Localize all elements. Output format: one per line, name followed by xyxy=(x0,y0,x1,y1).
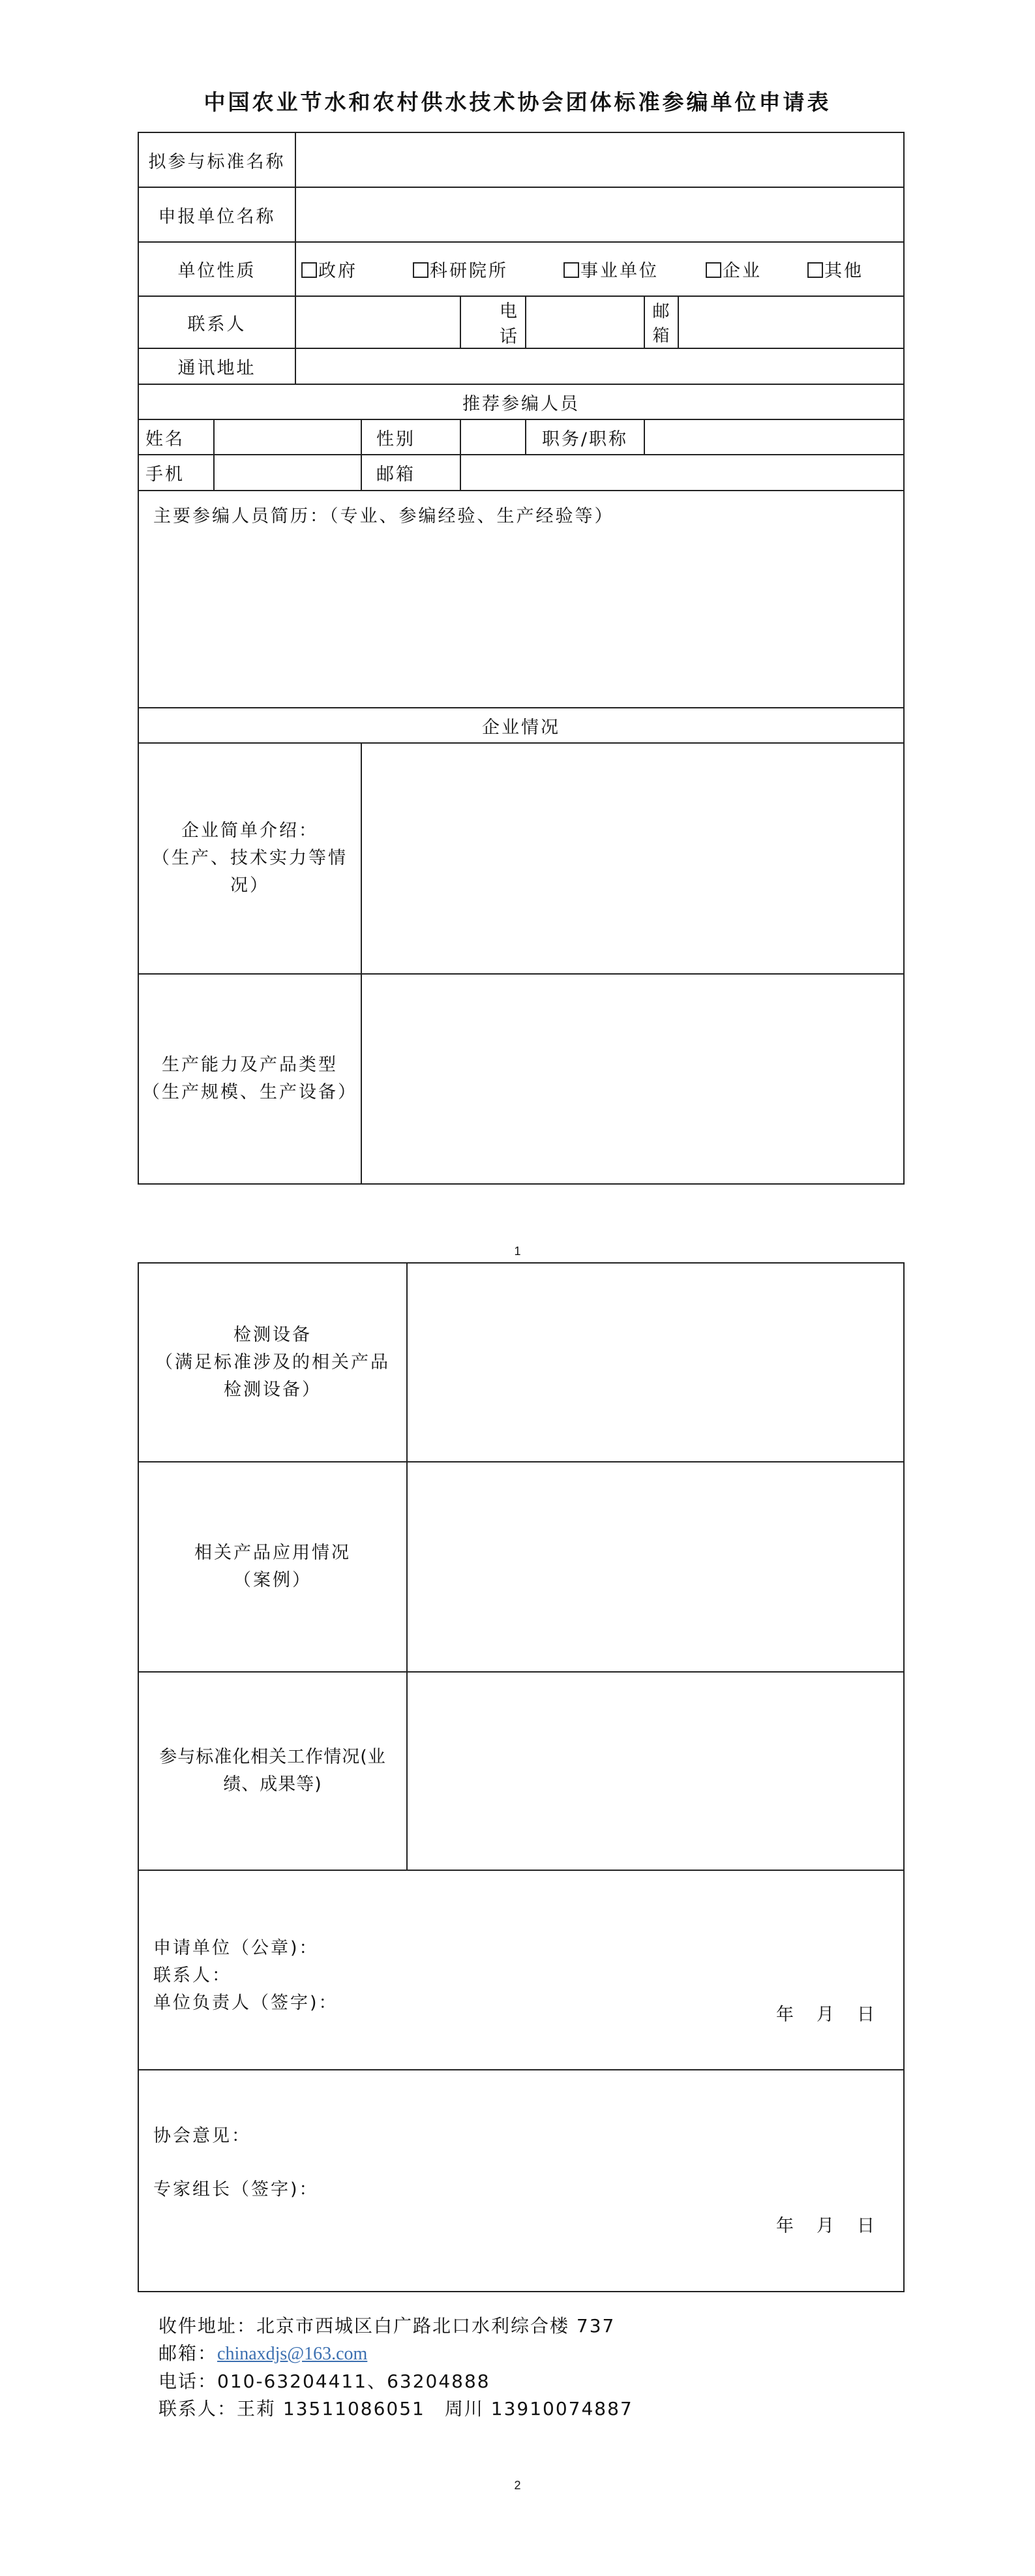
email-link[interactable]: chinaxdjs@163.com xyxy=(217,2344,368,2364)
recommended-staff-header: 推荐参编人员 xyxy=(138,384,904,419)
standard-name-label: 拟参与标准名称 xyxy=(138,132,295,187)
checkbox-icon[interactable] xyxy=(301,262,317,278)
footer-contact-info xyxy=(158,2312,633,2423)
unit-type-option-research[interactable]: 科研院所 xyxy=(413,256,508,282)
product-application-field[interactable] xyxy=(407,1462,904,1672)
email-field[interactable] xyxy=(678,296,904,348)
mobile-label: 手机 xyxy=(138,455,214,491)
position-label: 职务/职称 xyxy=(526,419,644,455)
unit-type-option-public-institution[interactable]: 事业单位 xyxy=(563,256,659,282)
capacity-field[interactable] xyxy=(361,974,904,1184)
checkbox-icon[interactable] xyxy=(563,262,579,278)
unit-type-options xyxy=(295,242,904,296)
checkbox-icon[interactable] xyxy=(807,262,823,278)
enterprise-header: 企业情况 xyxy=(138,708,904,743)
unit-name-field[interactable] xyxy=(295,187,904,242)
address-label: 通讯地址 xyxy=(138,348,295,384)
unit-name-label: 申报单位名称 xyxy=(138,187,295,242)
mail-field[interactable] xyxy=(460,455,904,491)
checkbox-icon[interactable] xyxy=(706,262,721,278)
standardization-work-label: 参与标准化相关工作情况(业 绩、成果等) xyxy=(138,1672,407,1870)
association-date-label: 年 月 日 xyxy=(776,2216,877,2236)
mobile-field[interactable] xyxy=(214,455,361,491)
standardization-work-field[interactable] xyxy=(407,1672,904,1870)
footer-email-line: 邮箱：chinaxdjs@163.com xyxy=(158,2342,368,2364)
standard-name-field[interactable] xyxy=(295,132,904,187)
applicant-head-label: 单位负责人（签字)： xyxy=(153,1993,338,2013)
footer-contacts: 联系人：王莉 13511086051 周川 13910074887 xyxy=(158,2398,633,2419)
enterprise-intro-field[interactable] xyxy=(361,743,904,974)
page-number: 1 xyxy=(514,1245,521,1258)
name-field[interactable] xyxy=(214,419,361,455)
association-opinion-label: 协会意见： xyxy=(153,2126,251,2146)
application-form-page2 xyxy=(138,1262,905,2292)
unit-type-option-enterprise[interactable]: 企业 xyxy=(706,256,762,282)
unit-type-option-other[interactable]: 其他 xyxy=(807,256,863,282)
address-field[interactable] xyxy=(295,348,904,384)
capacity-label: 生产能力及产品类型 （生产规模、生产设备） xyxy=(138,974,361,1184)
resume-field[interactable]: 主要参编人员简历：（专业、参编经验、生产经验等） xyxy=(138,491,904,708)
name-label: 姓名 xyxy=(138,419,214,455)
email-label: 邮箱 xyxy=(644,296,678,348)
testing-equipment-label: 检测设备 （满足标准涉及的相关产品 检测设备） xyxy=(138,1263,407,1462)
phone-label: 电话 xyxy=(460,296,526,348)
product-application-label: 相关产品应用情况 （案例） xyxy=(138,1462,407,1672)
footer-phone: 电话：010-63204411、63204888 xyxy=(158,2371,490,2392)
contact-label: 联系人 xyxy=(138,296,295,348)
testing-equipment-field[interactable] xyxy=(407,1263,904,1462)
checkbox-icon[interactable] xyxy=(413,262,428,278)
applicant-seal-label: 申请单位（公章)： xyxy=(153,1938,319,1958)
mail-label: 邮箱 xyxy=(361,455,460,491)
applicant-signature-section[interactable] xyxy=(138,1870,904,2070)
unit-type-option-government[interactable]: 政府 xyxy=(301,256,357,282)
unit-type-label: 单位性质 xyxy=(138,242,295,296)
applicant-contact-label: 联系人： xyxy=(153,1965,232,1986)
phone-field[interactable] xyxy=(526,296,644,348)
position-field[interactable] xyxy=(644,419,904,455)
page-title: 中国农业节水和农村供水技术协会团体标准参编单位申请表 xyxy=(203,89,832,115)
applicant-date-label: 年 月 日 xyxy=(776,2005,877,2025)
contact-field[interactable] xyxy=(295,296,460,348)
footer-address: 收件地址：北京市西城区白广路北口水利综合楼 737 xyxy=(158,2315,616,2337)
enterprise-intro-label: 企业简单介绍： （生产、技术实力等情况） xyxy=(138,743,361,974)
expert-leader-label: 专家组长（签字)： xyxy=(153,2179,319,2200)
application-form-page1 xyxy=(138,132,905,1185)
gender-field[interactable] xyxy=(460,419,526,455)
association-opinion-section[interactable] xyxy=(138,2070,904,2292)
gender-label: 性别 xyxy=(361,419,460,455)
page-number: 2 xyxy=(514,2479,521,2492)
